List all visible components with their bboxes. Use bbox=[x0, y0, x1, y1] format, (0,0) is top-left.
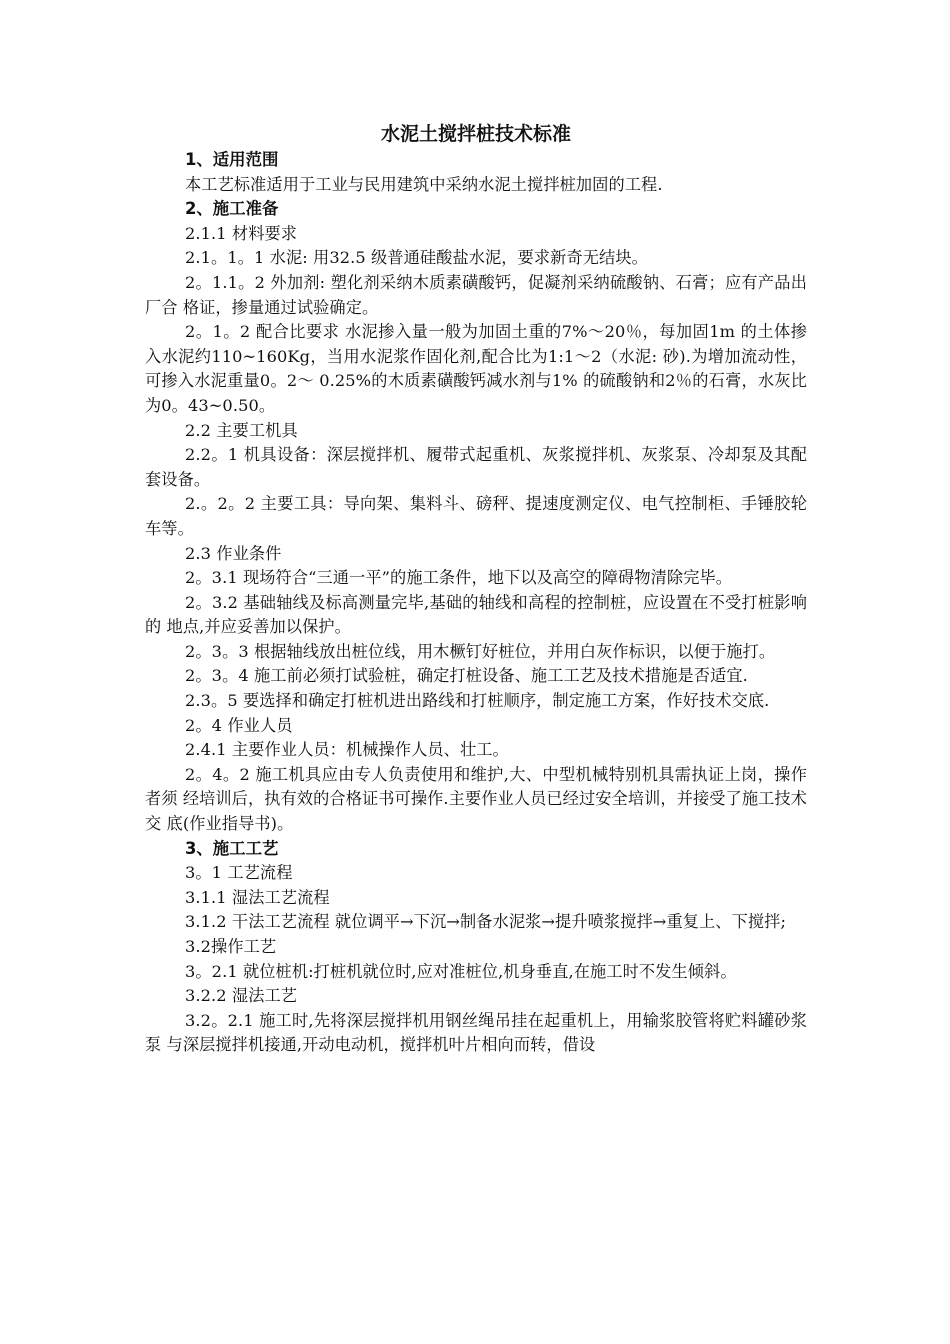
paragraph: 3.2。2.1 施工时,先将深层搅拌机用钢丝绳吊挂在起重机上，用输浆胶管将贮料罐砂浆泵 与深层搅拌机接通,开动电动机，搅拌机叶片相向而转，借设 bbox=[145, 1010, 807, 1055]
paragraph: 2。1.1。2 外加剂: 塑化剂采纳木质素磺酸钙，促凝剂采纳硫酸钠、石膏；应有产品出厂合 格证，掺量通过试验确定。 bbox=[145, 272, 807, 317]
section-heading-process: 3、施工工艺 bbox=[185, 838, 279, 858]
paragraph: 2。1。2 配合比要求 水泥掺入量一般为加固土重的7%～20％，每加固1m 的土体掺入水泥约110~160Kg，当用水泥浆作固化剂,配合比为1:1～2（水泥: 砂).为增加流动性，可掺入水泥重量0。2～ 0.25%的木质素磺酸钙减水剂与1% 的硫酸钠和2％的石膏，水灰比为0。43~0.50。 bbox=[145, 322, 807, 415]
paragraph: 2.3 作业条件 bbox=[185, 543, 282, 563]
paragraph: 3.2操作工艺 bbox=[185, 937, 277, 956]
section-heading-scope: 1、适用范围 bbox=[185, 150, 279, 169]
paragraph: 2.1。1。1 水泥: 用32.5 级普通硅酸盐水泥，要求新奇无结块。 bbox=[185, 248, 648, 268]
paragraph: 2。3。3 根据轴线放出桩位线，用木橛钉好桩位，并用白灰作标识，以便于施打。 bbox=[185, 641, 776, 661]
paragraph: 2。4 作业人员 bbox=[185, 715, 293, 735]
paragraph: 2.2。1 机具设备：深层搅拌机、履带式起重机、灰浆搅拌机、灰浆泵、冷却泵及其配套设备。 bbox=[145, 445, 807, 489]
paragraph: 本工艺标准适用于工业与民用建筑中采纳水泥土搅拌桩加固的工程. bbox=[185, 174, 663, 194]
paragraph: 2.。2。2 主要工具：导向架、集料斗、磅秤、提速度测定仪、电气控制柜、手锤胶轮车等。 bbox=[145, 494, 807, 538]
paragraph: 2.3。5 要选择和确定打桩机进出路线和打桩顺序，制定施工方案，作好技术交底. bbox=[185, 691, 770, 711]
paragraph: 2。3.1 现场符合“三通一平”的施工条件，地下以及高空的障碍物清除完毕。 bbox=[185, 568, 733, 588]
paragraph: 3.2.2 湿法工艺 bbox=[185, 986, 298, 1006]
paragraph: 2.4.1 主要作业人员：机械操作人员、壮工。 bbox=[185, 740, 509, 760]
paragraph: 3.1.2 干法工艺流程 就位调平→下沉→制备水泥浆→提升喷浆搅拌→重复上、下搅拌; bbox=[185, 912, 787, 932]
paragraph: 2.1.1 材料要求 bbox=[185, 223, 298, 243]
paragraph: 2。3.2 基础轴线及标高测量完毕,基础的轴线和高程的控制桩，应设置在不受打桩影响的 地点,并应妥善加以保护。 bbox=[145, 592, 807, 637]
paragraph: 3。2.1 就位桩机:打桩机就位时,应对准桩位,机身垂直,在施工时不发生倾斜。 bbox=[185, 961, 737, 981]
paragraph: 2.2 主要工机具 bbox=[185, 420, 298, 440]
paragraph: 3.1.1 湿法工艺流程 bbox=[185, 887, 330, 907]
document-body bbox=[145, 122, 807, 1058]
paragraph: 3。1 工艺流程 bbox=[185, 863, 293, 883]
section-heading-preparation: 2、施工准备 bbox=[185, 199, 279, 219]
document-title: 水泥土搅拌桩技术标准 bbox=[380, 123, 571, 145]
paragraph: 2。4。2 施工机具应由专人负责使用和维护,大、中型机械特别机具需执证上岗，操作者须 经培训后，执有效的合格证书可操作.主要作业人员已经过安全培训，并接受了施工技术交 底(作业指导书)。 bbox=[145, 764, 807, 834]
paragraph: 2。3。4 施工前必须打试验桩，确定打桩设备、施工工艺及技术措施是否适宜. bbox=[185, 666, 748, 686]
